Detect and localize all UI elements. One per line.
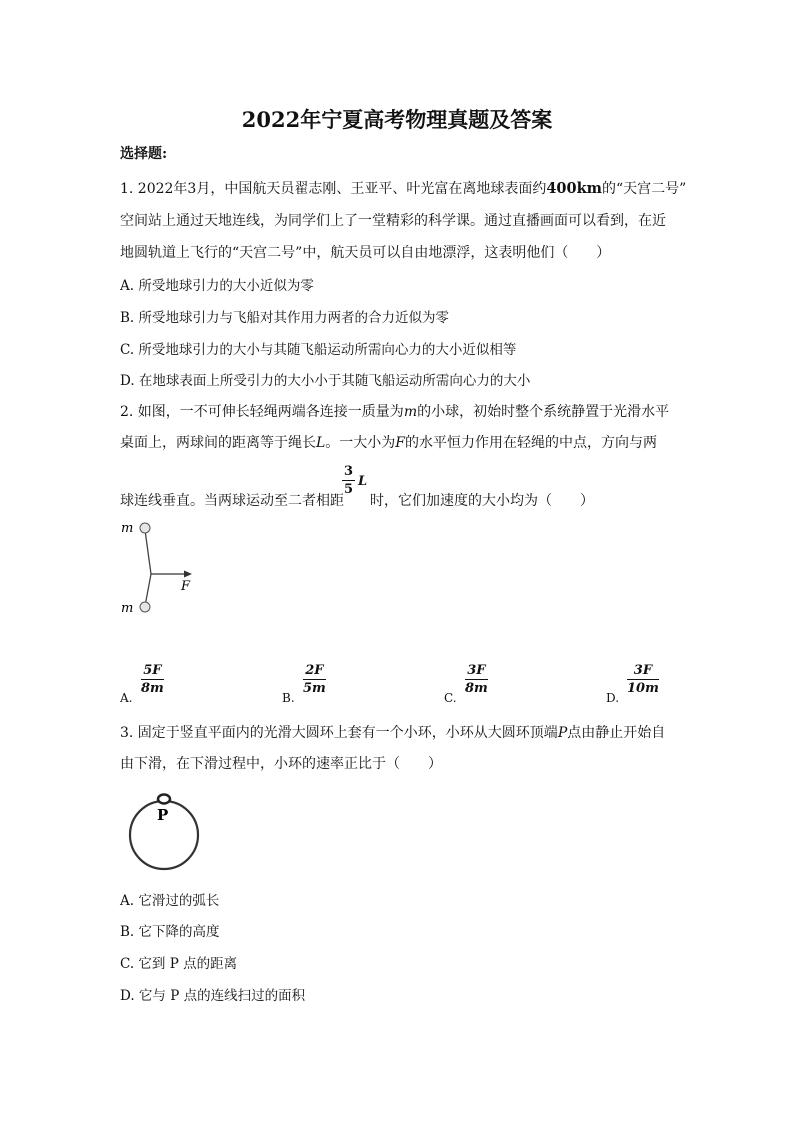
q1-line1 bbox=[120, 178, 686, 198]
q2-option-c-denominator: 8m bbox=[465, 681, 488, 696]
q2-upper-ball bbox=[140, 523, 150, 533]
q2-line3-part2: 时，它们加速度的大小均为（ ） bbox=[370, 493, 594, 509]
q2-stem-part4: 。一大小为 bbox=[325, 435, 396, 451]
q2-stem-part1: 2. 如图，一不可伸长轻绳两端各连接一质量为 bbox=[120, 404, 404, 420]
q2-label-force: F bbox=[181, 579, 191, 594]
q3-option-a[interactable]: A. 它滑过的弧长 bbox=[120, 893, 220, 909]
q2-lower-ball bbox=[140, 602, 150, 612]
q3-option-d[interactable]: D. 它与 P 点的连线扫过的面积 bbox=[120, 988, 306, 1004]
q2-mass-symbol: m bbox=[403, 404, 418, 420]
q3-line2: 由下滑，在下滑过程中，小环的速率正比于（ ） bbox=[120, 756, 442, 772]
q1-line2: 空间站上通过天地连线，为同学们上了一堂精彩的科学课。通过直播画面可以看到，在近 bbox=[120, 213, 666, 229]
q3-option-c[interactable]: C. 它到 P 点的距离 bbox=[120, 956, 238, 972]
q2-option-b-denominator: 5m bbox=[303, 681, 326, 696]
q3-stem-part2: 点由静止开始自 bbox=[567, 725, 666, 741]
q2-option-c-numerator: 3F bbox=[467, 663, 486, 678]
q2-stem-part2: 的小球，初始时整个系统静置于光滑水平 bbox=[417, 404, 670, 420]
q2-label-bottom-m: m bbox=[121, 601, 134, 616]
q2-distance-fraction bbox=[342, 464, 355, 497]
q2-option-d-fraction[interactable] bbox=[627, 663, 659, 696]
q2-lower-rope bbox=[145, 574, 151, 606]
q2-line3-part1: 球连线垂直。当两球运动至二者相距 bbox=[120, 493, 344, 509]
q3-small-ring bbox=[158, 795, 170, 804]
q2-option-d-numerator: 3F bbox=[633, 663, 653, 678]
q2-stem-part3: 桌面上，两球间的距离等于绳长 bbox=[120, 435, 316, 451]
q2-figure bbox=[115, 518, 205, 620]
q2-line1 bbox=[120, 401, 669, 421]
q2-option-b-label[interactable]: B. bbox=[282, 691, 295, 705]
q2-option-d-denominator: 10m bbox=[627, 681, 659, 696]
q2-option-b-fraction[interactable] bbox=[303, 663, 326, 696]
q1-option-a[interactable]: A. 所受地球引力的大小近似为零 bbox=[120, 278, 314, 294]
q2-option-a-fraction[interactable] bbox=[141, 663, 164, 696]
section-heading: 选择题: bbox=[120, 146, 168, 162]
q2-force-arrowhead bbox=[184, 571, 192, 578]
q2-upper-rope bbox=[145, 530, 151, 574]
q2-option-a-denominator: 8m bbox=[141, 681, 164, 696]
q2-option-a-label[interactable]: A. bbox=[120, 691, 133, 705]
q3-point-label: P bbox=[157, 806, 169, 824]
q1-option-d[interactable]: D. 在地球表面上所受引力的大小小于其随飞船运动所需向心力的大小 bbox=[120, 373, 531, 389]
q1-distance-value: 400km bbox=[546, 180, 603, 197]
q2-force-symbol: F bbox=[395, 435, 406, 451]
q2-option-a-numerator: 5F bbox=[143, 663, 162, 678]
q1-line3: 地圆轨道上飞行的“天宫二号”中，航天员可以自由地漂浮，这表明他们（ ） bbox=[120, 245, 611, 261]
q1-option-c[interactable]: C. 所受地球引力的大小与其随飞船运动所需向心力的大小近似相等 bbox=[120, 342, 517, 358]
q2-line2 bbox=[120, 432, 657, 452]
q1-stem-part2: 的“天宫二号” bbox=[602, 181, 687, 197]
q2-fraction-L: L bbox=[358, 474, 368, 489]
q3-line1 bbox=[120, 722, 665, 742]
q2-fraction-denominator: 5 bbox=[344, 482, 354, 497]
q2-option-c-fraction[interactable] bbox=[465, 663, 488, 696]
q2-option-c-label[interactable]: C. bbox=[444, 691, 457, 705]
q2-label-top-m: m bbox=[121, 521, 134, 536]
q2-option-d-label[interactable]: D. bbox=[606, 691, 620, 705]
q1-stem-part1: 1. 2022年3月，中国航天员翟志刚、王亚平、叶光富在离地球表面约 bbox=[120, 181, 547, 197]
q2-stem-part5: 的水平恒力作用在轻绳的中点，方向与两 bbox=[405, 435, 658, 451]
q2-length-symbol: L bbox=[316, 435, 326, 451]
q3-option-b[interactable]: B. 它下降的高度 bbox=[120, 924, 220, 940]
page-title: 2022年宁夏高考物理真题及答案 bbox=[241, 107, 553, 132]
q2-option-b-numerator: 2F bbox=[305, 663, 324, 678]
q2-fraction-numerator: 3 bbox=[344, 464, 354, 479]
q3-figure bbox=[120, 785, 212, 873]
q1-option-b[interactable]: B. 所受地球引力与飞船对其作用力两者的合力近似为零 bbox=[120, 310, 450, 326]
q3-stem-part1: 3. 固定于竖直平面内的光滑大圆环上套有一个小环，小环从大圆环顶端 bbox=[120, 725, 558, 741]
q3-point-symbol: P bbox=[557, 725, 568, 741]
